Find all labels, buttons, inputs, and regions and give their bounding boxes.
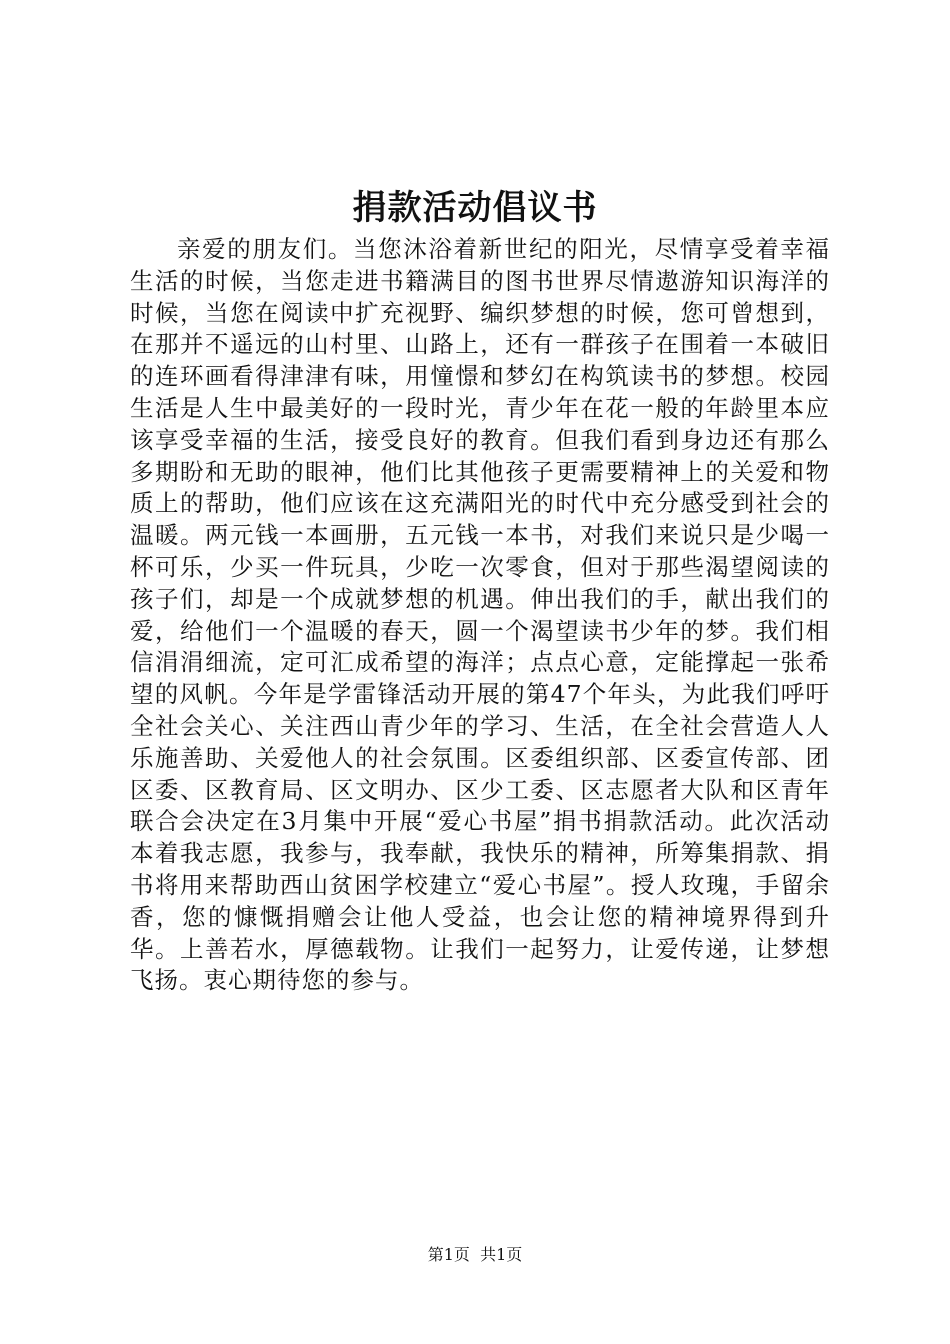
page-number-total: 共1页 [480,1245,523,1264]
footer-separator [470,1245,480,1264]
page-footer [0,1244,950,1266]
page-number-current: 第1页 [427,1245,470,1264]
document-title: 捐款活动倡议书 [352,188,598,228]
document-body-paragraph: 亲爱的朋友们。当您沐浴着新世纪的阳光，尽情享受着幸福生活的时候，当您走进书籍满目的图书世界尽情遨游知识海洋的时候，当您在阅读中扩充视野、编织梦想的时候，您可曾想到，在那并不遥远的山村里、山路上，还有一群孩子在围着一本破旧的连环画看得津津有味，用憧憬和梦幻在构筑读书的梦想。校园生活是人生中最美好的一段时光，青少年在花一般的年龄里本应该享受幸福的生活，接受良好的教育。但我们看到身边还有那么多期盼和无助的眼神，他们比其他孩子更需要精神上的关爱和物质上的帮助，他们应该在这充满阳光的时代中充分感受到社会的温暖。两元钱一本画册，五元钱一本书，对我们来说只是少喝一杯可乐，少买一件玩具，少吃一次零食，但对于那些渴望阅读的孩子们，却是一个成就梦想的机遇。伸出我们的手，献出我们的爱，给他们一个温暖的春天，圆一个渴望读书少年的梦。我们相信涓涓细流，定可汇成希望的海洋；点点心意，定能撑起一张希望的风帆。今年是学雷锋活动开展的第47个年头，为此我们呼吁全社会关心、关注西山青少年的学习、生活，在全社会营造人人乐施善助、关爱他人的社会氛围。区委组织部、区委宣传部、团区委、区教育局、区文明办、区少工委、区志愿者大队和区青年联合会决定在3月集中开展“爱心书屋”捐书捐款活动。此次活动本着我志愿，我参与，我奉献，我快乐的精神，所筹集捐款、捐书将用来帮助西山贫困学校建立“爱心书屋”。授人玫瑰，手留余香，您的慷慨捐赠会让他人受益，也会让您的精神境界得到升华。上善若水，厚德载物。让我们一起努力，让爱传递，让梦想飞扬。衷心期待您的参与。 [130,235,830,995]
